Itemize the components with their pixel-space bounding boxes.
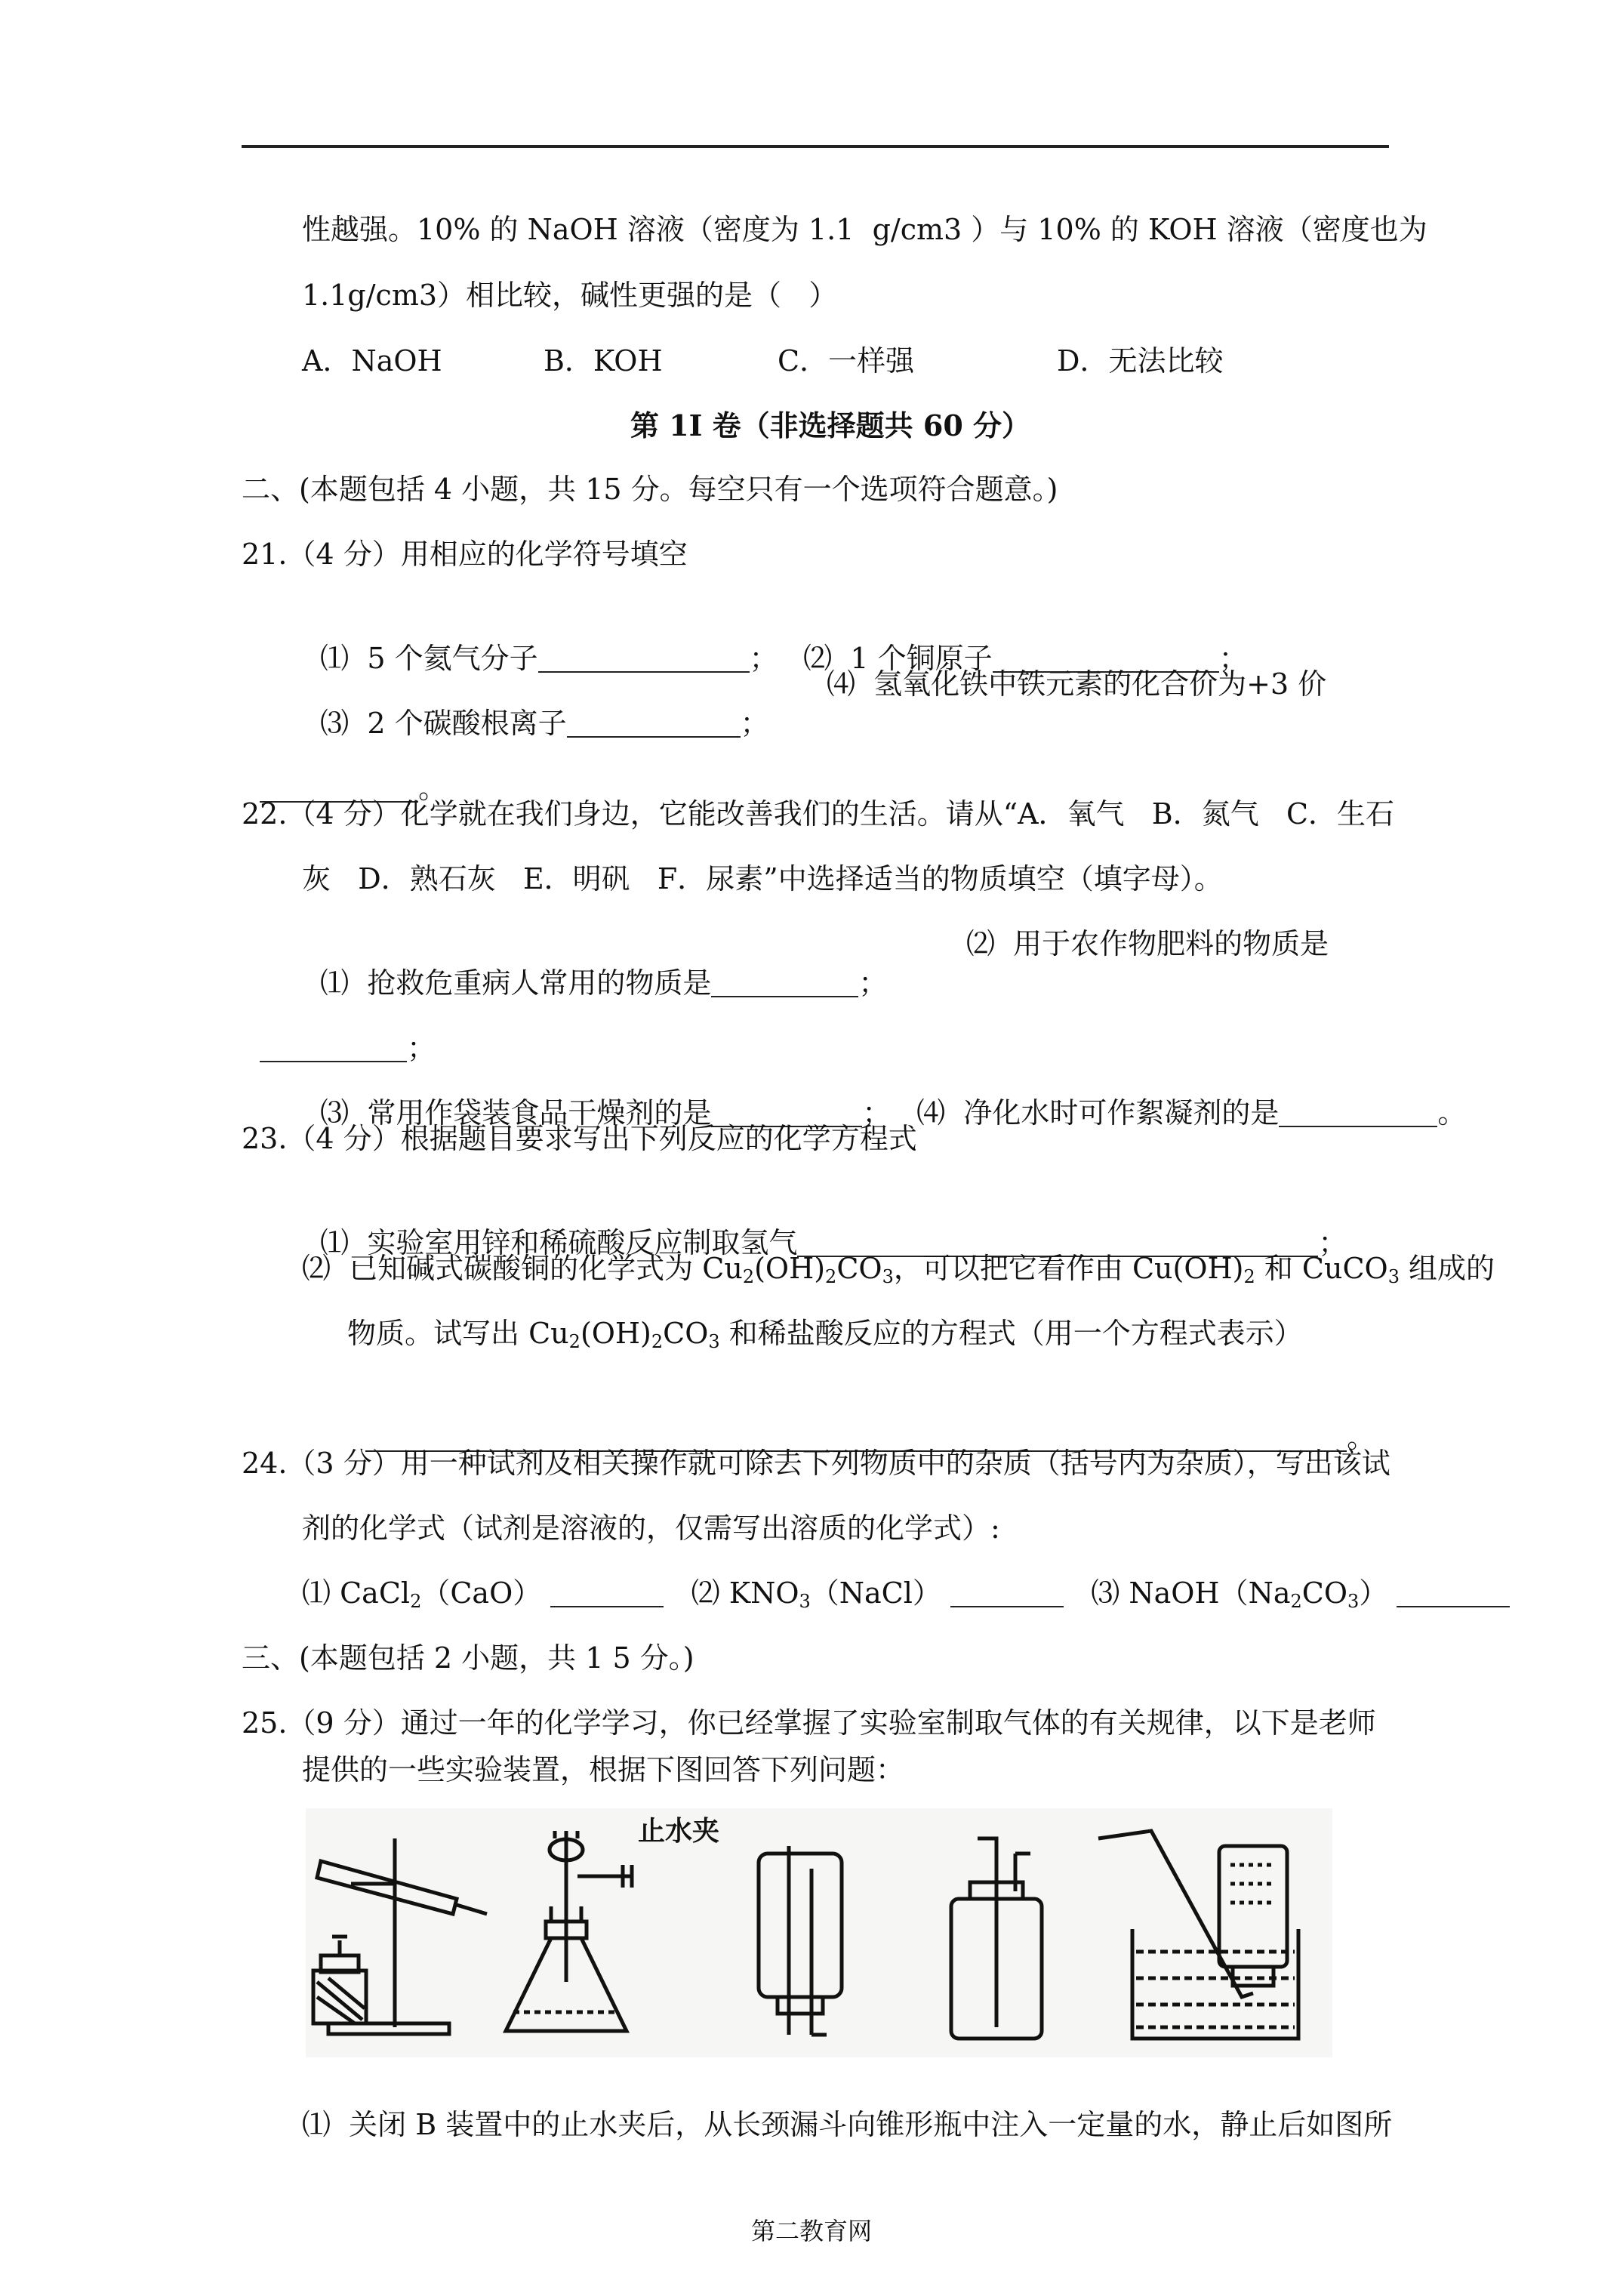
q22-a-blank[interactable] xyxy=(711,966,858,997)
q23-b-period: 。 xyxy=(1347,1421,1376,1454)
q23-b-mid: ，可以把它看作由 xyxy=(893,1252,1132,1285)
q22-d-period: 。 xyxy=(1437,1096,1467,1130)
formula-kno3: $KNO_3(NaCl)$ xyxy=(728,1576,941,1612)
q20-option-c: C．一样强 xyxy=(778,344,915,378)
q24-c-blank[interactable] xyxy=(1397,1576,1510,1607)
q24-stem1: 24.（3 分）用一种试剂及相关操作就可除去下列物质中的杂质（括号内为杂质），写出该试 xyxy=(242,1447,1390,1480)
q21-c-blank[interactable] xyxy=(567,706,741,738)
header-rule xyxy=(242,145,1389,148)
q21-b-text: ⑵ 1 个铜原子 xyxy=(803,642,993,675)
figure-label-clip: 止水夹 xyxy=(638,1816,720,1847)
q20-option-a: A．NaOH xyxy=(302,344,442,378)
part2-title: 第 1I 卷（非选择题共 60 分） xyxy=(630,408,1031,442)
q22-d xyxy=(898,1054,1466,1133)
q24-a-blank[interactable] xyxy=(550,1576,664,1607)
lab-apparatus-figure xyxy=(306,1808,1332,2057)
q23-b-pre: ⑵ 已知碱式碳酸铜的化学式为 xyxy=(302,1252,703,1285)
q22-c-text: ⑶ 常用作袋装食品干燥剂的是 xyxy=(320,1096,712,1130)
q21-b-semi: ； xyxy=(1218,642,1248,675)
q23-a-text: ⑴ 实验室用锌和稀硫酸反应制取氢气 xyxy=(320,1226,798,1259)
q23-c-post: 和稀盐酸反应的方程式（用一个方程式表示） xyxy=(719,1317,1303,1350)
q22-stem1: 22.（4 分）化学就在我们身边，它能改善我们的生活。请从“A．氧气 B．氮气 C．生石 xyxy=(242,797,1395,831)
q22-a-text: ⑴ 抢救危重病人常用的物质是 xyxy=(320,966,712,1000)
q24-c-num: ⑶ xyxy=(1091,1576,1120,1610)
q23-c-pre: 物质。试写出 xyxy=(347,1317,529,1350)
q20-option-d: D．无法比较 xyxy=(1057,344,1224,378)
q23-stem: 23.（4 分）根据题目要求写出下列反应的化学方程式 xyxy=(242,1122,917,1155)
q20-line1: 性越强。10% 的 NaOH 溶液（密度为 1.1 g/cm3 ）与 10% 的 KOH 溶液（密度也为 xyxy=(302,213,1427,246)
q21-a-text: ⑴ 5 个氦气分子 xyxy=(320,642,538,675)
formula-cuco3: CuCO$_3$ xyxy=(1301,1252,1400,1287)
formula-cacl2: CaCl$_2$（CaO） xyxy=(340,1576,542,1612)
q24-stem2: 剂的化学式（试剂是溶液的，仅需写出溶质的化学式）: xyxy=(302,1512,1000,1545)
page-footer: 第二教育网 xyxy=(750,2217,872,2245)
q22-d-blank[interactable] xyxy=(1279,1096,1437,1127)
formula-cu2oh2co3: $Cu_2(OH)_2CO_3$ xyxy=(702,1252,894,1287)
section2-heading: 二、(本题包括 4 小题，共 15 分。每空只有一个选项符合题意。) xyxy=(242,473,1058,506)
q22-b-text: ⑵ 用于农作物肥料的物质是 xyxy=(966,927,1329,960)
formula-cuoh2: $Cu(OH)_2$ xyxy=(1132,1252,1255,1287)
q23-b-post: 组成的 xyxy=(1399,1252,1495,1285)
q25-stem2: 提供的一些实验装置，根据下图回答下列问题： xyxy=(302,1753,905,1786)
q23-c xyxy=(347,1314,1303,1353)
q23-b-and: 和 xyxy=(1255,1252,1302,1285)
q20-line2: 1.1g/cm3）相比较，碱性更强的是（ ） xyxy=(302,279,838,312)
formula-cu2oh2co3-2: $Cu_2(OH)_2CO_3$ xyxy=(528,1317,720,1352)
q22-c-semi: ； xyxy=(862,1096,892,1130)
q24-b-num: ⑵ xyxy=(691,1576,720,1610)
q22-a-semi: ； xyxy=(858,966,888,1000)
q22-b-semi: ； xyxy=(407,1031,436,1065)
q25-stem1: 25.（9 分）通过一年的化学学习，你已经掌握了实验室制取气体的有关规律，以下是老师 xyxy=(242,1706,1376,1740)
q24-a-num: ⑴ xyxy=(302,1576,331,1610)
q24-b-blank[interactable] xyxy=(950,1576,1064,1607)
formula-naoh-na2co3: $NaOH(Na_2CO_3)$ xyxy=(1129,1576,1388,1612)
q22-d-text: ⑷ 净化水时可作絮凝剂的是 xyxy=(916,1096,1280,1130)
q24-items xyxy=(302,1573,1510,1613)
q21-a-semi: ； xyxy=(749,642,778,675)
q22-stem2: 灰 D．熟石灰 E．明矾 F．尿素”中选择适当的物质填空（填字母）。 xyxy=(302,862,1223,895)
q21-d-period: 。 xyxy=(418,772,448,805)
q21-c-semi: ； xyxy=(740,707,769,740)
q21-stem: 21.（4 分）用相应的化学符号填空 xyxy=(242,538,688,571)
q21-d-text: ⑷ 氢氧化铁中铁元素的化合价为+3 价 xyxy=(827,667,1327,701)
section3-heading: 三、(本题包括 2 小题，共 1 5 分。) xyxy=(242,1641,694,1675)
q25-sub1: ⑴ 关闭 B 装置中的止水夹后，从长颈漏斗向锥形瓶中注入一定量的水，静止后如图所 xyxy=(302,2108,1393,2141)
q21-c-text: ⑶ 2 个碳酸根离子 xyxy=(320,707,567,740)
q20-option-b: B．KOH xyxy=(544,344,663,378)
q23-b xyxy=(302,1249,1495,1288)
q23-a-semi: ； xyxy=(1318,1226,1347,1259)
